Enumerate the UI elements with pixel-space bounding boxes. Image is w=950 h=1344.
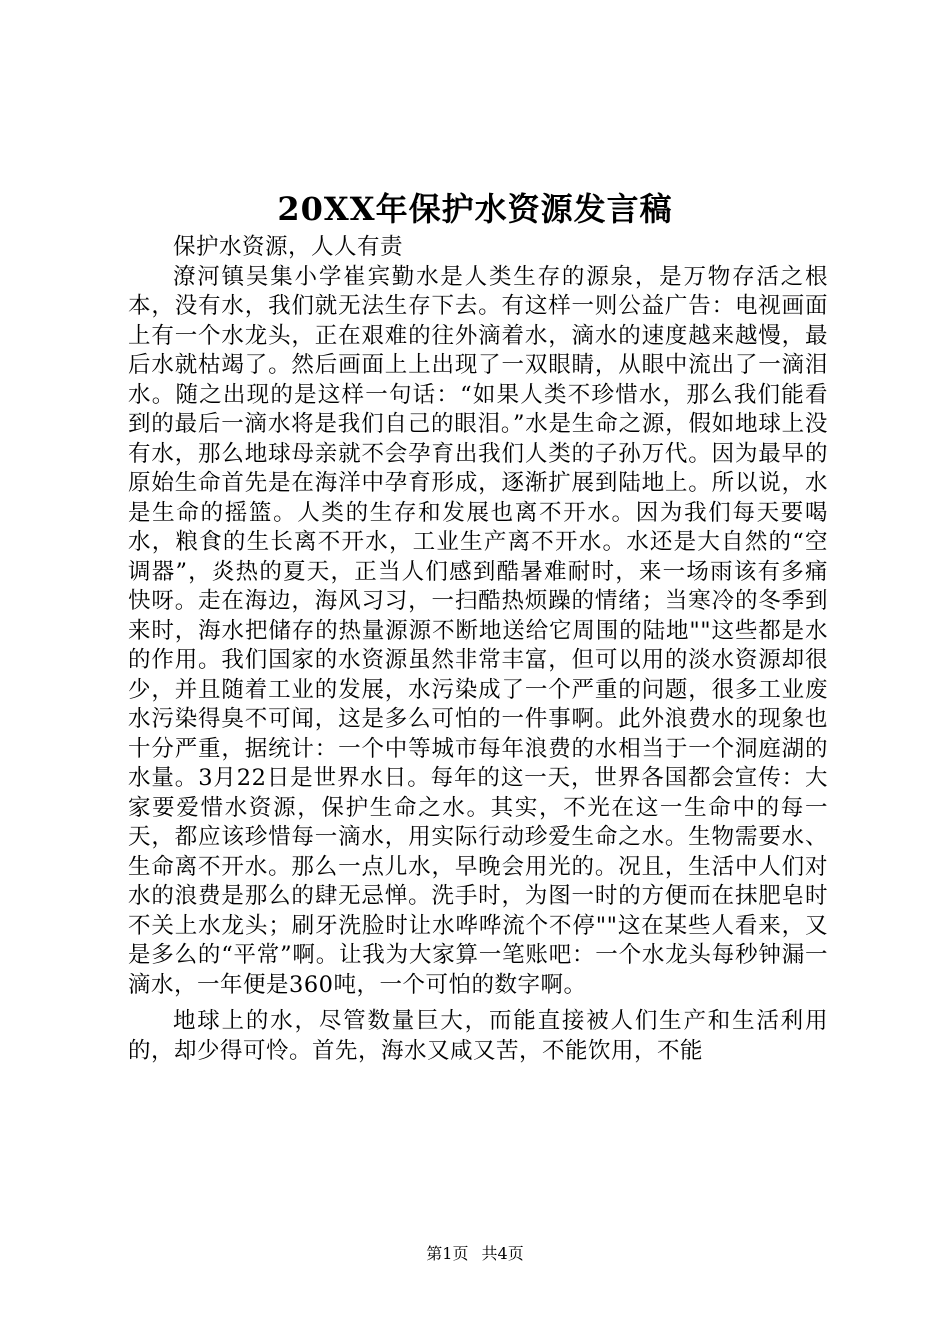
paragraph-continued: 地球上的水，尽管数量巨大，而能直接被人们生产和生活利用的，却少得可怜。首先，海水又咸又苦，不能饮用，不能 bbox=[128, 1008, 828, 1064]
page-title: 20XX年保护水资源发言稿 bbox=[277, 190, 673, 228]
paragraph-main: 潦河镇吴集小学崔宾勤水是人类生存的源泉，是万物存活之根本，没有水，我们就无法生存下去。有这样一则公益广告：电视画面上有一个水龙头，正在艰难的往外滴着水，滴水的速度越来越慢，最后水就枯竭了。然后画面上上出现了一双眼睛，从眼中流出了一滴泪水。随之出现的是这样一句话：“如果人类不珍惜水，那么我们能看到的最后一滴水将是我们自己的眼泪。”水是生命之源，假如地球上没有水，那么地球母亲就不会孕育出我们人类的子孙万代。因为最早的原始生命首先是在海洋中孕育形成，逐渐扩展到陆地上。所以说，水是生命的摇篮。人类的生存和发展也离不开水。因为我们每天要喝水，粮食的生长离不开水，工业生产离不开水。水还是大自然的“空调器”，炎热的夏天，正当人们感到酷暑难耐时，来一场雨该有多痛快呀。走在海边，海风习习，一扫酷热烦躁的情绪；当寒冷的冬季到来时，海水把储存的热量源源不断地送给它周围的陆地""这些都是水的作用。我们国家的水资源虽然非常丰富，但可以用的淡水资源却很少，并且随着工业的发展，水污染成了一个严重的问题，很多工业废水污染得臭不可闻，这是多么可怕的一件事啊。此外浪费水的现象也十分严重，据统计：一个中等城市每年浪费的水相当于一个洞庭湖的水量。3月22日是世界水日。每年的这一天，世界各国都会宣传：大家要爱惜水资源，保护生命之水。其实，不光在这一生命中的每一天，都应该珍惜每一滴水，用实际行动珍爱生命之水。生物需要水、生命离不开水。那么一点儿水，早晚会用光的。况且，生活中人们对水的浪费是那么的肆无忌惮。洗手时，为图一时的方便而在抹肥皂时不关上水龙头；刷牙洗脸时让水哗哗流个不停""这在某些人看来，又是多么的“平常”啊。让我为大家算一笔账吧：一个水龙头每秒钟漏一滴水，一年便是360吨，一个可怕的数字啊。 bbox=[128, 263, 828, 998]
page-number: 第1页 bbox=[426, 1244, 469, 1263]
page-total: 共4页 bbox=[481, 1244, 524, 1263]
document-body bbox=[128, 233, 828, 1066]
page-footer bbox=[0, 1242, 950, 1266]
paragraph-subtitle: 保护水资源，人人有责 bbox=[173, 234, 404, 260]
